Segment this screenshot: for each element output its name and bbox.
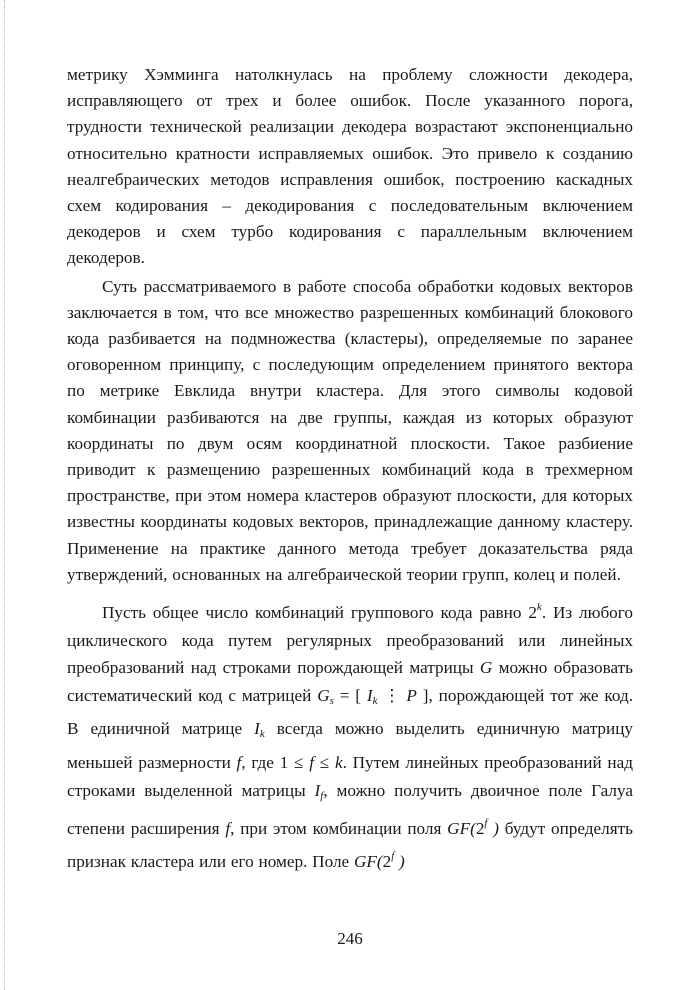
paragraph-3-text-8: , можно получить двоичное поле Галуа степени расширения (67, 780, 634, 839)
page-body (67, 62, 633, 875)
paragraph-3-text-10: будут определять признак кластера или его номер. Поле (67, 819, 633, 871)
paragraph-3 (67, 594, 633, 875)
formula-inequality: 1 ≤ f ≤ k (279, 753, 343, 773)
page-edge-rule (4, 0, 5, 990)
paragraph-2: Суть рассматриваемого в работе способа обработки кодовых векторов заключается в том, что все множество разрешенных комбинаций блокового кода разбивается на подмножества (кластеры), определяемые по заранее оговоренном принципу, с последующим определением принятого вектора по метрике Евклида внутри кластера. Для этого символы кодовой комбинации разбиваются на две группы, каждая из которых образуют координаты по двум осям координатной плоскости. Такое разбиение приводит к размещению разрешенных комбинаций кода в трехмерном пространстве, при этом номера кластеров образуют плоскости, для которых известны координаты кодовых векторов, принадлежащие данному кластеру. Применение на практике данного метода требует доказательства ряда утверждений, основанных на алгебраической теории групп, колец и полей. (67, 276, 633, 584)
paragraph-3-text-6: , где (241, 753, 280, 773)
formula-matrix-g: G (479, 658, 493, 678)
paragraph-1: метрику Хэмминга натолкнулась на проблему сложности декодера, исправляющего от трех и более ошибок. После указанного порога, трудности технической реализации декодера возрастают экспоненциально относительно кратности исправляемых ошибок. Это привело к созданию неалгебраических методов исправления ошибок, построению каскадных схем кодирования – декодирования с последовательным включением декодеров и схем турбо кодирования с параллельным включением декодеров. (67, 65, 633, 268)
page-number: 246 (337, 929, 363, 948)
formula-identity-if: $I_f$ (314, 780, 324, 802)
paragraph-3-text-5: всегда можно выделить единичную матрицу меньшей размерности (67, 719, 634, 773)
paragraph-3-text-7: . Путем линейных преобразований над строками выделенной матрицы (67, 753, 633, 800)
paragraph-3-text-9: , при этом комбинации поля (230, 819, 448, 839)
formula-galois-field-2: GF(2$^f$ ) (353, 849, 405, 871)
formula-galois-field-1: GF(2$^f$ ) (447, 817, 499, 839)
paragraph-3-text-3: можно образовать систематический код с матрицей (67, 658, 633, 705)
paragraph-3-text-1: Пусть общее число комбинаций группового кода равно (102, 603, 529, 623)
paragraph-3-text-2: . Из любого циклического кода путем регулярных преобразований или линейных преобразований над строками порождающей матрицы (67, 603, 633, 678)
formula-f-extension: f (225, 819, 231, 839)
formula-systematic-matrix: $G_s$ = [ $I_k$ ⋮ P ] (317, 685, 429, 707)
formula-two-power-k: 2$^k$ (528, 601, 542, 623)
paragraph-3-text-4: , порождающей тот же код. В единичной матрице (67, 685, 633, 739)
formula-identity-ik: $I_k$ (254, 719, 265, 741)
formula-f: f (236, 753, 242, 773)
